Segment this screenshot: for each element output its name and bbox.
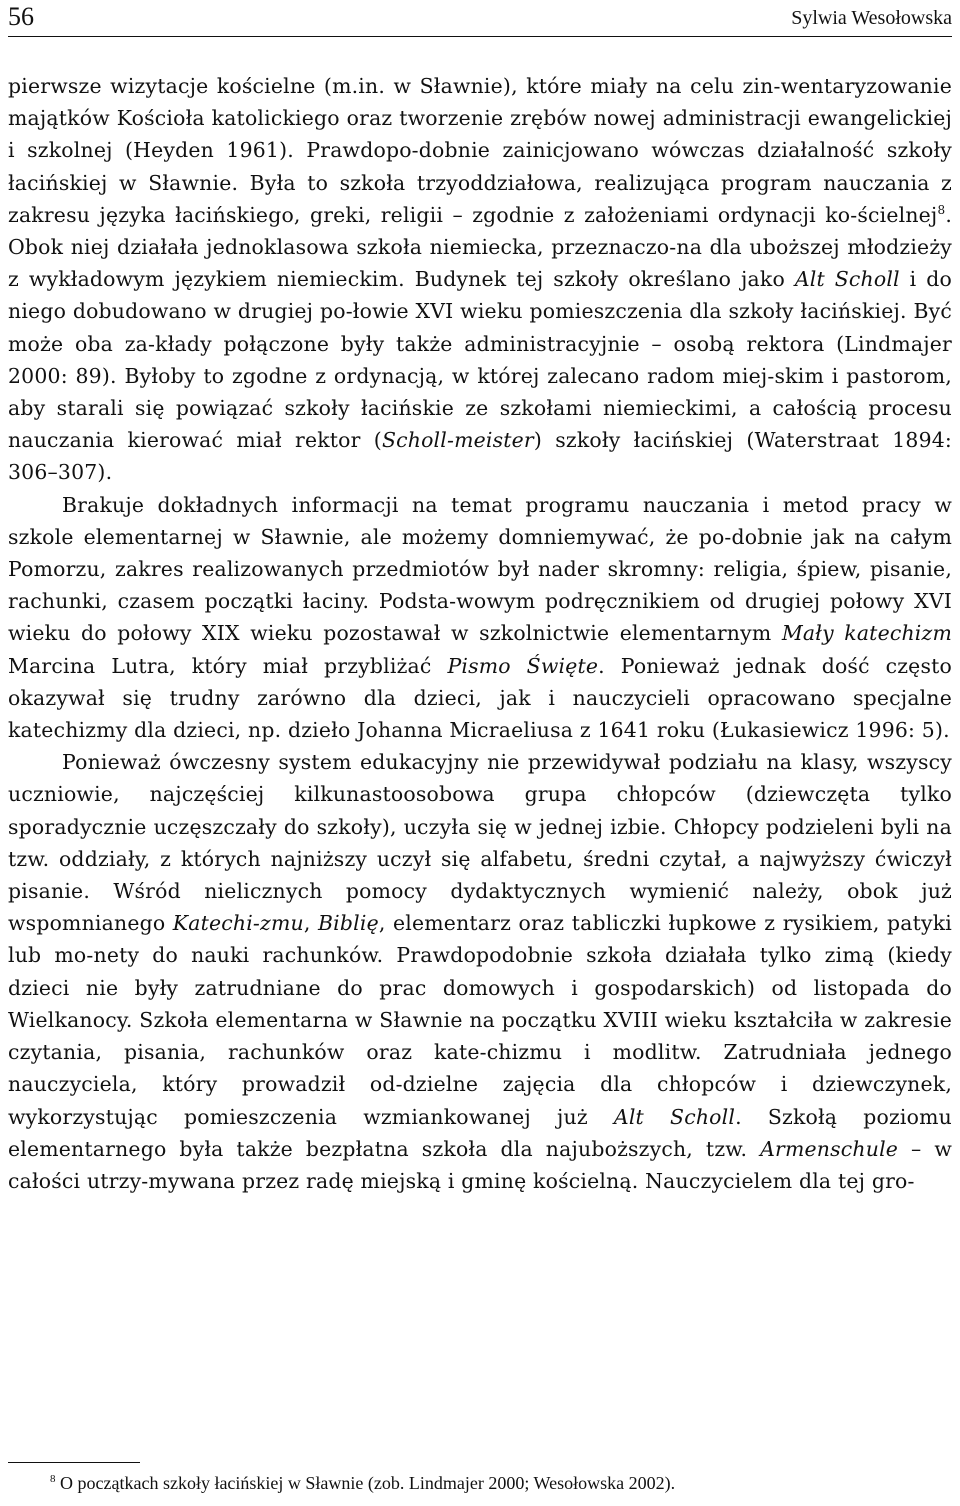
body-text — [8, 70, 952, 1197]
italic-term: Alt Scholl — [613, 1104, 736, 1129]
footnote — [50, 1470, 952, 1496]
text-run: i do niego dobudowano w drugiej po-łowie XVI wieku pomieszczenia dla szkoły łacińskiej. Być może oba za-kłady połączone były także administracyjnie – osobą rektora (Lindmajer 2000: 89). Byłoby to zgodne z ordynacją, w której zalecano radom miej-skim i pastorom, aby starali się powiązać szkoły łacińskie ze szkołami niemieckimi, a całością procesu nauczania kierować miał rektor ( — [8, 267, 952, 453]
text-run: ) szkoły łacińskiej (Waterstraat 1894: 306–307). — [8, 428, 952, 485]
text-run: pierwsze wizytacje kościelne (m.in. w Sławnie), które miały na celu zin-wentaryzowanie majątków Kościoła katolickiego oraz tworzenie zrębów nowej administracji ewangelickiej i szkolnej (Heyden 1961). Prawdopo-dobnie zainicjowano wówczas działalność szkoły łacińskiej w Sławnie. Była to szkoła trzyoddziałowa, realizująca program nauczania z zakresu języka łacińskiego, greki, religii – zgodnie z założeniami ordynacji ko-ścielnej — [8, 74, 952, 227]
text-run: Brakuje dokładnych informacji na temat programu nauczania i metod pracy w szkole elementarnej w Sławnie, ale możemy domniemywać, że po-dobnie jak na całym Pomorzu, zakres realizowanych przedmiotów był nader skromny: religia, śpiew, pisanie, rachunki, czasem początki łaciny. Podsta-wowym podręcznikiem od drugiej połowy XVI wieku do połowy XIX wieku pozostawał w szkolnictwie elementarnym — [8, 492, 952, 646]
italic-title: Katechi-zmu — [172, 911, 304, 936]
text-run: . Ponieważ jednak dość często okazywał się trudny zarówno dla dzieci, jak i nauczycieli opracowano specjalne katechizmy dla dzieci, np. dzieło Johanna Micraeliusa z 1641 roku (Łukasiewicz 1996: 5). — [8, 653, 952, 743]
text-run: Ponieważ ówczesny system edukacyjny nie przewidywał podziału na klasy, wszyscy uczniowie, najczęściej kilkunastoosobowa grupa chłopców (dziewczęta tylko sporadycznie uczęszczały do szkoły), uczyła się w jednej izbie. Chłopcy podzieleni byli na tzw. oddziały, z których najniższy uczył się alfabetu, średni czytał, a najwyższy ćwiczył pisanie. Wśród nielicznych pomocy dydaktycznych wymienić należy, obok już wspomnianego — [8, 750, 952, 936]
page-number: 56 — [8, 2, 34, 31]
italic-term: Armenschule — [760, 1136, 899, 1161]
paragraph-2 — [8, 489, 952, 747]
footnote-separator — [8, 1462, 140, 1463]
italic-title: Mały katechizm — [781, 621, 952, 646]
text-run: Marcina Lutra, który miał przybliżać — [8, 653, 448, 678]
italic-title: Biblię — [317, 911, 379, 936]
text-run: – w całości utrzy-mywana przez radę miejską i gminę kościelną. Nauczycielem dla tej gro- — [8, 1136, 952, 1193]
running-header — [8, 2, 952, 37]
text-run: . Obok niej działała jednoklasowa szkoła niemiecka, przeznaczo-na dla uboższej młodzieży z wykładowym językiem niemieckim. Budynek tej szkoły określano jako — [8, 202, 952, 292]
italic-term: Scholl-meister — [381, 428, 534, 453]
footnote-number: 8 — [50, 1473, 56, 1485]
italic-term: Alt Scholl — [794, 267, 900, 292]
italic-title: Pismo Święte — [447, 653, 599, 678]
footnote-reference[interactable]: 8 — [937, 203, 946, 218]
paragraph-3 — [8, 746, 952, 1197]
text-run: . Szkołą poziomu elementarnego była także bezpłatna szkoła dla najuboższych, tzw. — [8, 1104, 952, 1161]
footnote-text: O początkach szkoły łacińskiej w Sławnie (zob. Lindmajer 2000; Wesołowska 2002). — [55, 1473, 676, 1493]
running-head-author: Sylwia Wesołowska — [791, 7, 952, 29]
text-run: , — [303, 911, 318, 936]
text-run: , elementarz oraz tabliczki łupkowe z rysikiem, patyki lub mo-nety do nauki rachunków. Prawdopodobnie szkoła działała tylko zimą (kiedy dzieci nie były zatrudniane do prac domowych i gospodarskich) od listopada do Wielkanocy. Szkoła elementarna w Sławnie na początku XVIII wieku kształciła w zakresie czytania, pisania, rachunków oraz kate-chizmu i modlitw. Zatrudniała jednego nauczyciela, który prowadził od-dzielne zajęcia dla chłopców i dziewczynek, wykorzystując pomieszczenia wzmiankowanej już — [8, 911, 952, 1129]
paragraph-1 — [8, 70, 952, 489]
